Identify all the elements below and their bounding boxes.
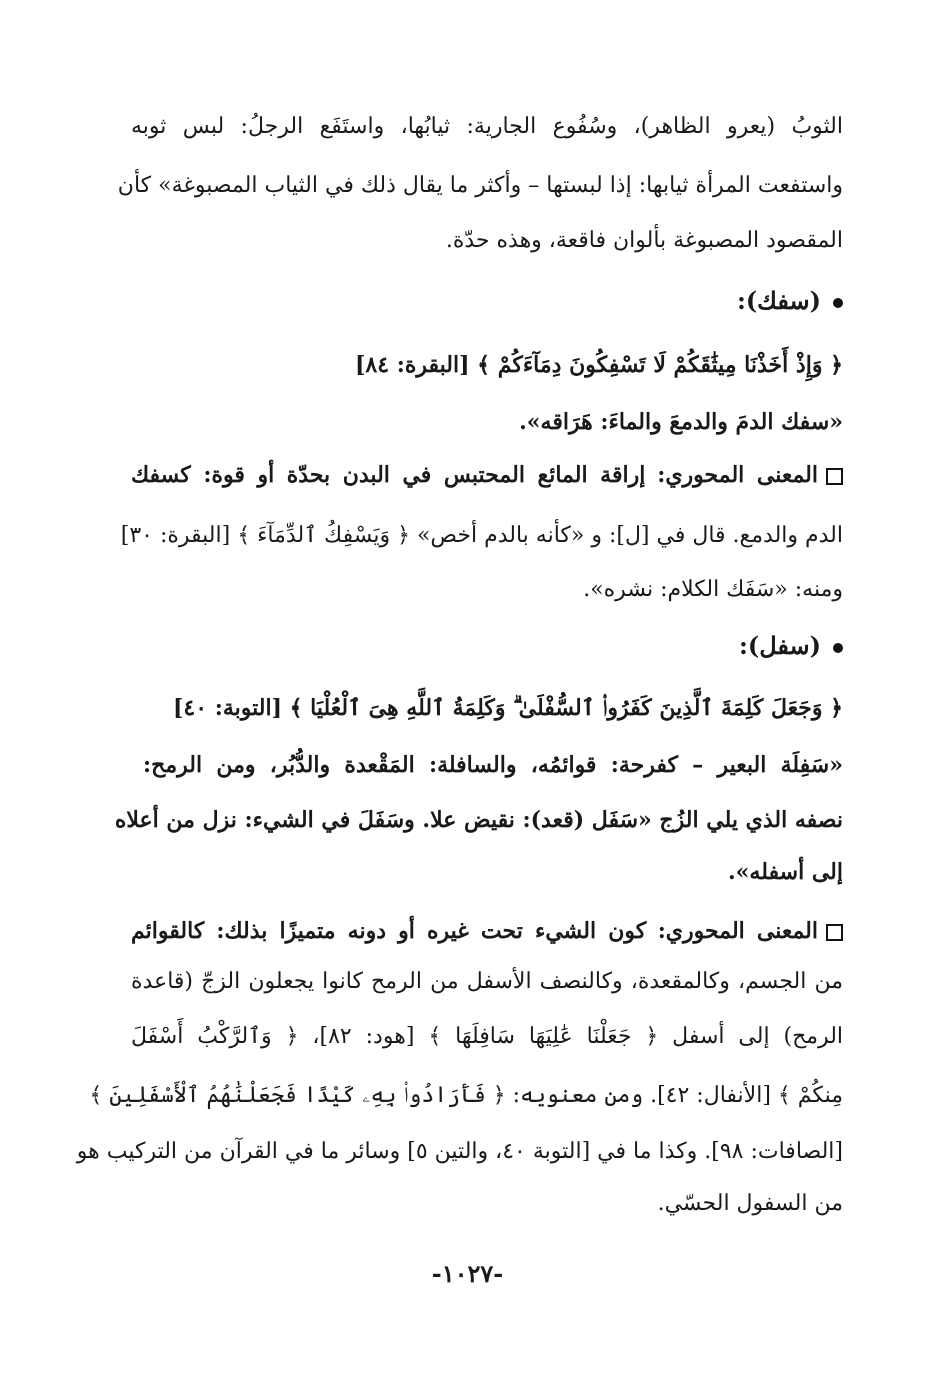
core-meaning-text: إراقة المائع المحتبس في البدن بحدّة أو قوة: كسفك [131, 462, 646, 488]
text-line-3: المقصود المصبوغة بألوان فاقعة، وهذه حدّة. [445, 228, 843, 253]
core-meaning-label: المعنى المحوري: [657, 918, 818, 944]
text-line-13: من الجسم، وكالمقعدة، وكالنصف الأسفل من الرمح كانوا يجعلون الزجّ (قاعدة [131, 969, 843, 994]
text-line-17: من السفول الحسّي. [657, 1191, 843, 1216]
text-line-2: واستفعت المرأة ثيابها: إذا لبستها – وأكثر ما يقال ذلك في الثياب المصبوغة» كأن [117, 173, 843, 198]
text-line-6: الدم والدمع. قال في [ل]: و «كأنه بالدم أخص» ﴿ وَيَسْفِكُ ٱلدِّمَآءَ ﴾ [البقرة: ٣٠] [120, 523, 843, 548]
square-marker-icon [826, 924, 843, 941]
text-line-1: الثوبُ (يعرو الظاهر)، وسُفُوع الجارية: ثيابُها، واستَفَع الرجلُ: لبس ثوبه [131, 114, 843, 139]
section-heading-label: (سفك): [736, 286, 821, 315]
square-marker-icon [826, 468, 843, 485]
core-meaning-1 [131, 455, 843, 495]
section-heading-safak [131, 281, 843, 321]
quran-verse-1: ﴿ وَإِذْ أَخَذْنَا مِيثَٰقَكُمْ لَا تَسْفِكُونَ دِمَآءَكُمْ ﴾ [البقرة: ٨٤] [355, 352, 843, 378]
text-line-16: [الصافات: ٩٨]. وكذا ما في [التوبة ٤٠، والتين ٥] وسائر ما في القرآن من التركيب هو [76, 1139, 843, 1164]
section-heading-label: (سفل): [739, 631, 821, 660]
dictionary-quote-2a: «سَفِلَة البعير – كفرحة: قوائمُه، والسافلة: المَقْعدة والدُّبُر، ومن الرمح: [143, 752, 843, 778]
core-meaning-2 [131, 911, 843, 951]
text-line-14: الرمح) إلى أسفل ﴿ جَعَلْنَا عَٰلِيَهَا سَافِلَهَا ﴾ [هود: ٨٢]، ﴿ وَٱلرَّكْبُ أَسْفَلَ [131, 1024, 844, 1049]
dictionary-quote-1: «سفك الدمَ والدمعَ والماءَ: هَرَاقه». [519, 409, 843, 435]
core-meaning-label: المعنى المحوري: [657, 462, 818, 488]
bullet-icon [833, 298, 843, 308]
dictionary-quote-2c: إلى أسفله». [728, 859, 843, 885]
section-heading-safal [131, 626, 843, 666]
text-line-7: ومنه: «سَفَك الكلام: نشره». [583, 577, 843, 602]
text-line-15: مِنكُمْ ﴾ [الأنفال: ٤٢]. ومن معنويه: ﴿ فَأَرَادُوا۟ بِهِۦ كَيْدًا فَجَعَلْنَٰهُمُ ٱلْأَسْفَلِينَ ﴾ [89, 1083, 843, 1108]
quran-verse-2: ﴿ وَجَعَلَ كَلِمَةَ ٱلَّذِينَ كَفَرُوا۟ ٱلسُّفْلَىٰ ۗ وَكَلِمَةُ ٱللَّهِ هِىَ ٱلْعُلْيَا ﴾ [التوبة: ٤٠] [172, 695, 843, 721]
dictionary-quote-2b: نصفه الذي يلي الزُج «سَفَل (قعد): نقيض علا. وسَفَلَ في الشيء: نزل من أعلاه [114, 807, 843, 833]
core-meaning-text: كون الشيء تحت غيره أو دونه متميزًا بذلك: كالقوائم [131, 918, 647, 944]
bullet-icon [833, 643, 843, 653]
page-number: -١٠٢٧- [431, 1259, 504, 1288]
